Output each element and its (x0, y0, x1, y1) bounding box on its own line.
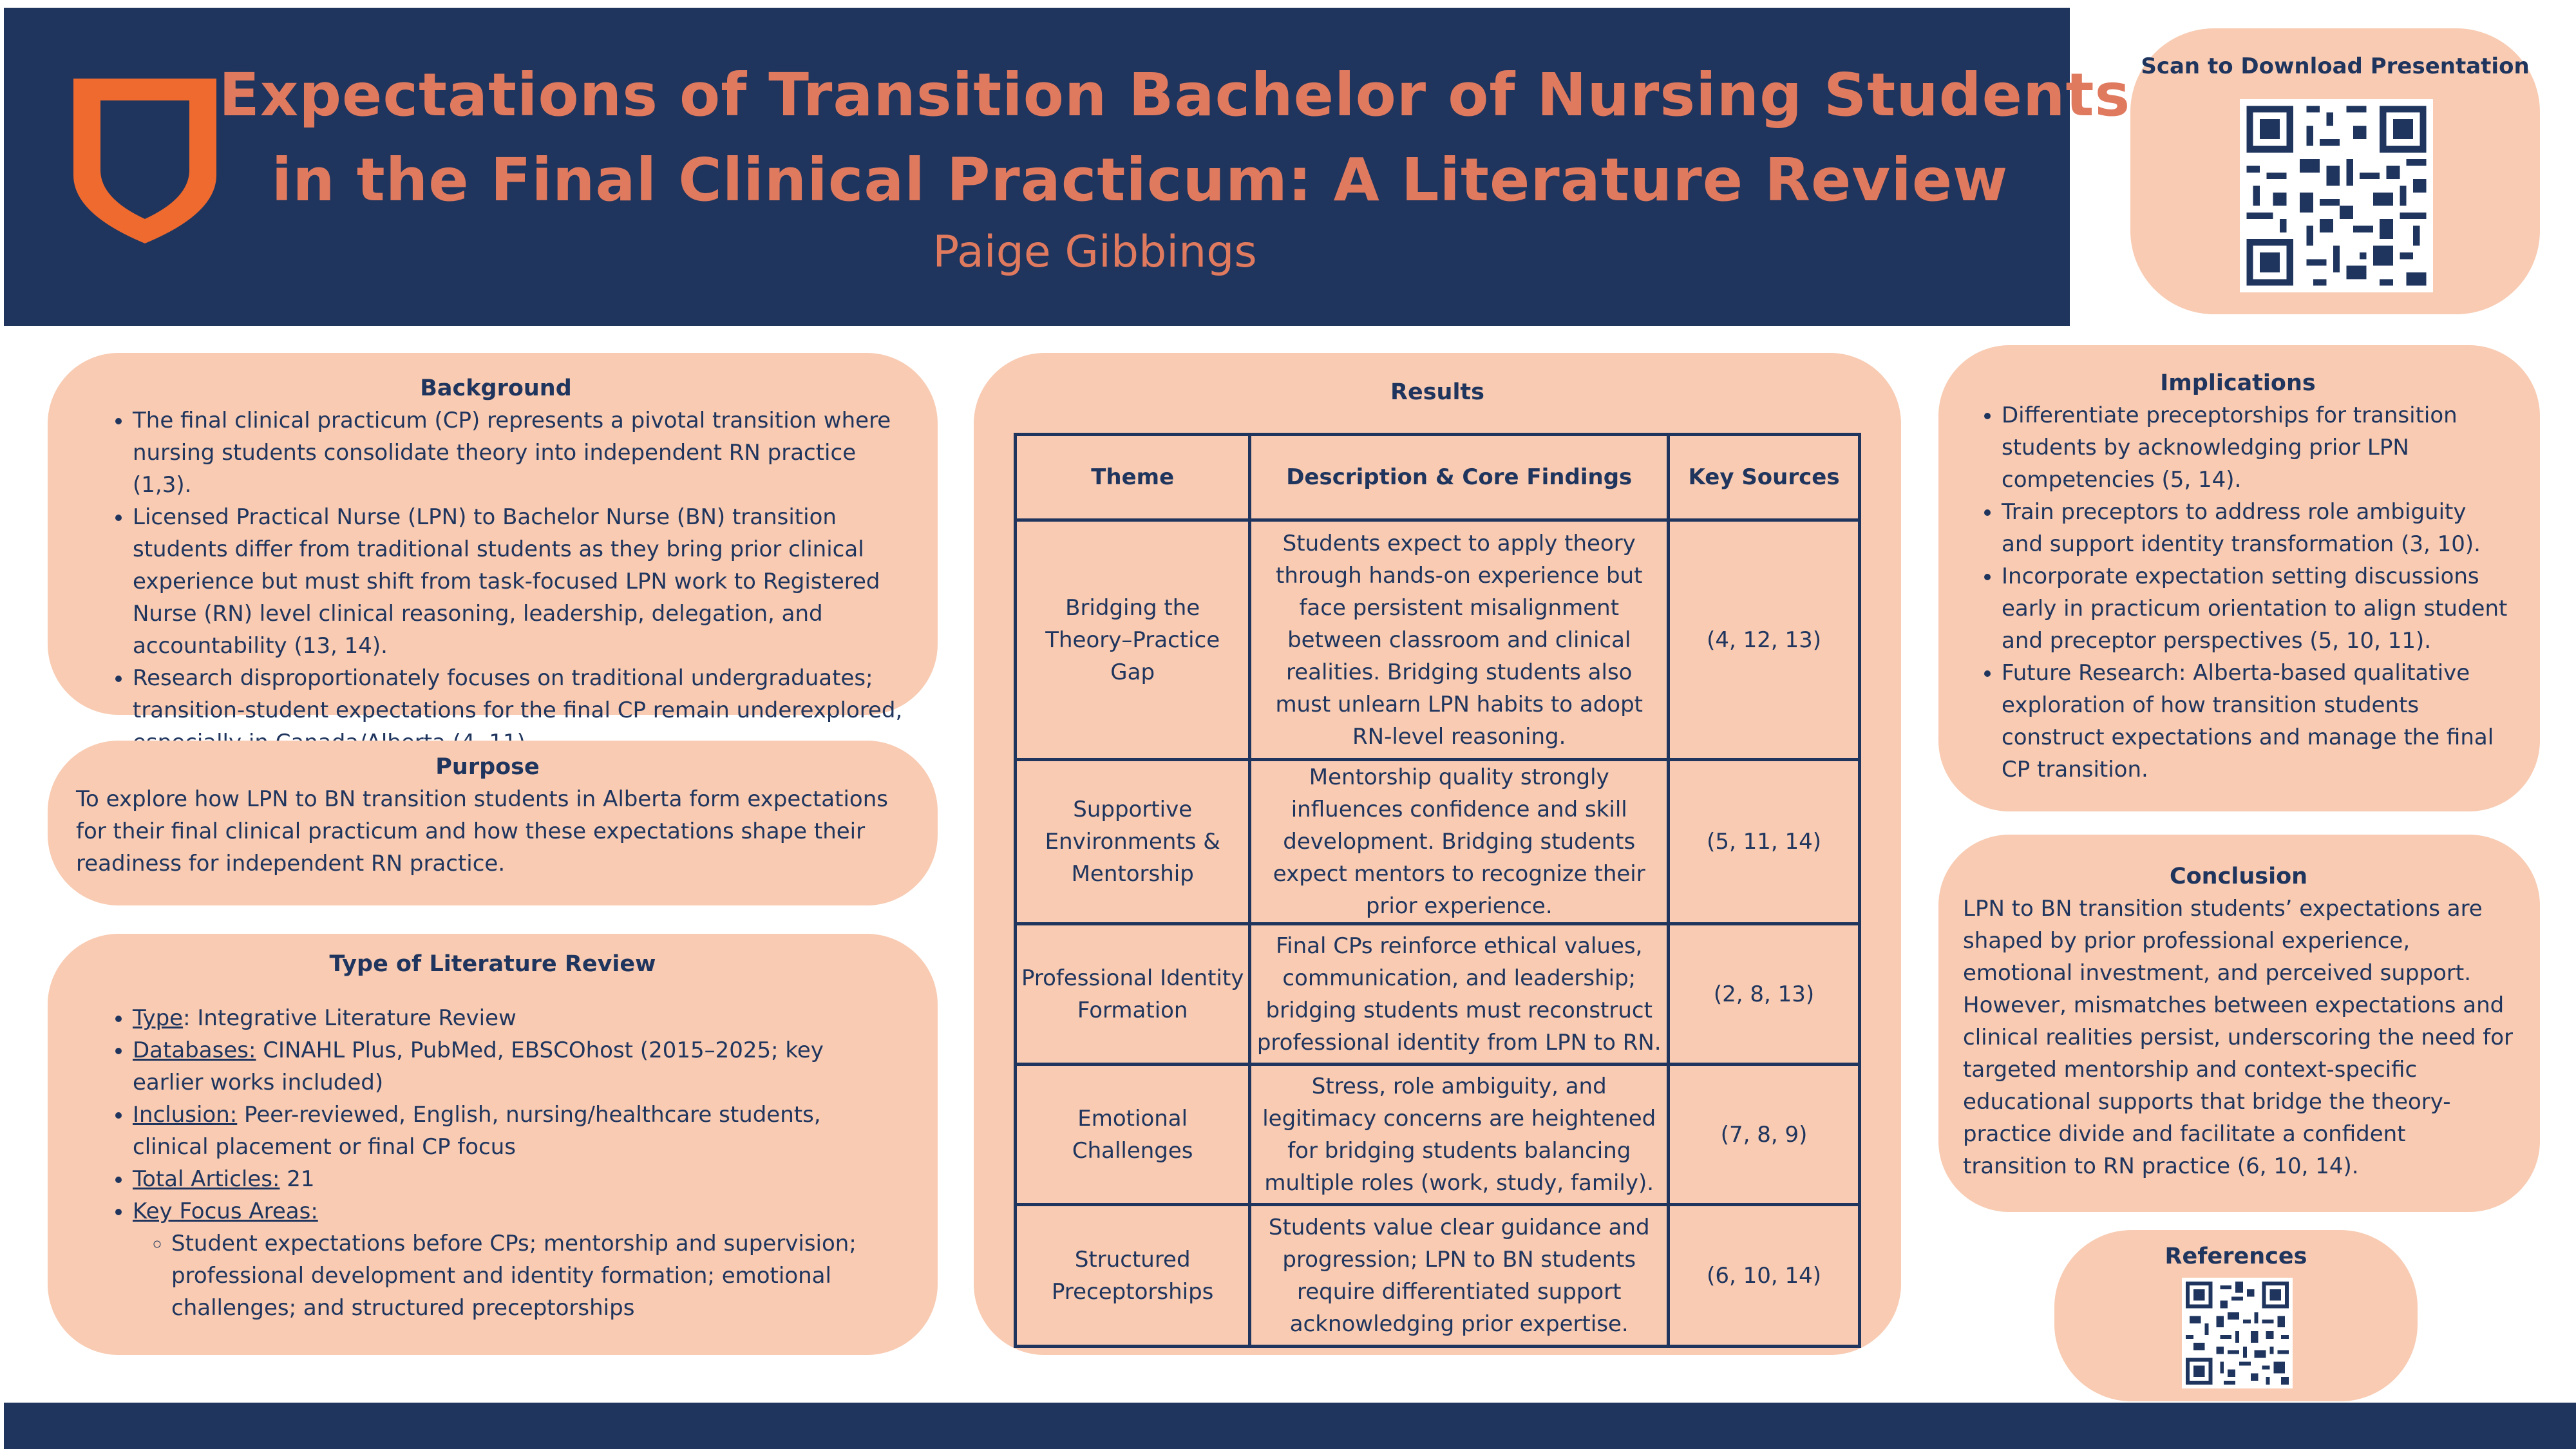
university-shield-logo (73, 79, 216, 243)
theme-cell: Supportive Environments & Mentorship (1016, 760, 1250, 924)
databases-value: CINAHL Plus, PubMed, EBSCOhost (2015–2025; key earlier works included) (133, 1037, 824, 1095)
focus-areas-item: ◦ Student expectations before CPs; mentorship and supervision; professional development and identity formation; emotional challenges; and structured preceptorships (171, 1227, 899, 1324)
theme-cell: Bridging the Theory–Practice Gap (1016, 520, 1250, 760)
background-list (86, 404, 905, 759)
references-qr-code-icon[interactable] (2182, 1278, 2293, 1388)
review-type-item (133, 1195, 899, 1324)
implications-item: • Future Research: Alberta-based qualitative exploration of how transition students construct expectations and manage the final CP transition. (2002, 657, 2514, 786)
references-card (2054, 1230, 2418, 1401)
table-row (1016, 924, 1860, 1065)
review-type-item (133, 1163, 899, 1195)
column-header-theme: Theme (1016, 435, 1250, 520)
review-type-heading: Type of Literature Review (329, 951, 656, 977)
background-item: • The final clinical practicum (CP) represents a pivotal transition where nursing students consolidate theory into independent RN practice (1,3). (133, 404, 905, 501)
total-articles-value: 21 (279, 1166, 315, 1192)
title-line-1: Expectations of Transition Bachelor of Nursing Students (219, 61, 2131, 129)
description-cell: Mentorship quality strongly influences confidence and skill development. Bridging students expect mentors to recognize their prior experience. (1250, 760, 1669, 924)
review-type-list (86, 1002, 899, 1324)
type-value: : Integrative Literature Review (183, 1005, 516, 1031)
review-type-item (133, 1002, 899, 1034)
column-header-description: Description & Core Findings (1250, 435, 1669, 520)
sources-cell: (7, 8, 9) (1669, 1065, 1860, 1205)
implications-heading: Implications (2160, 370, 2316, 396)
implications-item: • Train preceptors to address role ambiguity and support identity transformation (3, 10). (2002, 496, 2514, 560)
background-item: • Licensed Practical Nurse (LPN) to Bachelor Nurse (BN) transition students differ from traditional students as they bring prior clinical experience but must shift from task-focused LPN work to Registered Nurse (RN) level clinical reasoning, leadership, delegation, and accountability (13, 14). (133, 501, 905, 662)
qr-download-card (2130, 28, 2540, 314)
table-row (1016, 1205, 1860, 1347)
table-row (1016, 1065, 1860, 1205)
description-cell: Stress, role ambiguity, and legitimacy concerns are heightened for bridging students balancing multiple roles (work, study, family). (1250, 1065, 1669, 1205)
background-item: • Research disproportionately focuses on traditional undergraduates; transition-student expectations for the final CP remain underexplored, (133, 662, 905, 759)
results-card (974, 353, 1901, 1355)
sources-cell: (2, 8, 13) (1669, 924, 1860, 1065)
title-line-2: in the Final Clinical Practicum: A Literature Review (271, 146, 2009, 214)
sources-cell: (4, 12, 13) (1669, 520, 1860, 760)
databases-label: Databases: (133, 1037, 256, 1063)
table-row (1016, 760, 1860, 924)
inclusion-label: Inclusion: (133, 1102, 238, 1128)
theme-cell: Professional Identity Formation (1016, 924, 1250, 1065)
description-cell: Students expect to apply theory through hands-on experience but face persistent misalignment between classroom and clinical realities. Bridging students also must unlearn LPN habits to adopt RN-level reasoning. (1250, 520, 1669, 760)
review-type-card (48, 934, 938, 1355)
background-card (48, 353, 938, 723)
author-name: Paige Gibbings (933, 227, 1257, 278)
conclusion-text: LPN to BN transition students’ expectations are shaped by prior professional experience, emotional investment, and perceived support. However, mismatches between expectations and clinical realities persist, underscoring the need for targeted mentorship and context-specific educational supports that bridge the theory-practice divide and facilitate a confident transition to RN practice (6, 10, 14). (1963, 896, 2514, 1179)
type-label: Type (133, 1005, 184, 1031)
description-cell: Students value clear guidance and progression; LPN to BN students require differentiated support acknowledging prior expertise. (1250, 1205, 1669, 1347)
review-type-item (133, 1099, 899, 1163)
column-header-sources: Key Sources (1669, 435, 1860, 520)
theme-cell: Emotional Challenges (1016, 1065, 1250, 1205)
implications-item: • Incorporate expectation setting discussions early in practicum orientation to align student and preceptor perspectives (5, 10, 11). (2002, 560, 2514, 657)
implications-list (1962, 399, 2514, 786)
background-heading: Background (420, 375, 572, 401)
footer-band (4, 1403, 2576, 1449)
table-row (1016, 520, 1860, 760)
table-header-row (1016, 435, 1860, 520)
purpose-card (48, 741, 938, 905)
sources-cell: (6, 10, 14) (1669, 1205, 1860, 1347)
results-table (1014, 433, 1861, 1348)
results-heading: Results (1390, 379, 1484, 405)
implications-item: • Differentiate preceptorships for transition students by acknowledging prior LPN competencies (5, 14). (2002, 399, 2514, 496)
focus-areas-label: Key Focus Areas: (133, 1198, 318, 1224)
sources-cell: (5, 11, 14) (1669, 760, 1860, 924)
poster-title (219, 53, 2131, 223)
qr-code-icon[interactable] (2240, 99, 2433, 292)
conclusion-card (1938, 835, 2540, 1212)
review-type-item (133, 1034, 899, 1099)
conclusion-heading: Conclusion (2169, 864, 2308, 889)
references-heading: References (2164, 1244, 2307, 1269)
theme-cell: Structured Preceptorships (1016, 1205, 1250, 1347)
qr-download-label: Scan to Download Presentation (2141, 53, 2530, 79)
focus-areas-list (133, 1227, 899, 1324)
purpose-text: To explore how LPN to BN transition students in Alberta form expectations for their final clinical practicum and how these expectations shape their readiness for independent RN practice. (76, 786, 888, 876)
inclusion-value: Peer-reviewed, English, nursing/healthcare students, clinical placement or final CP focus (133, 1102, 821, 1160)
description-cell: Final CPs reinforce ethical values, communication, and leadership; bridging students must reconstruct professional identity from LPN to RN. (1250, 924, 1669, 1065)
total-articles-label: Total Articles: (133, 1166, 280, 1192)
purpose-heading: Purpose (435, 754, 540, 780)
implications-card (1938, 345, 2540, 811)
